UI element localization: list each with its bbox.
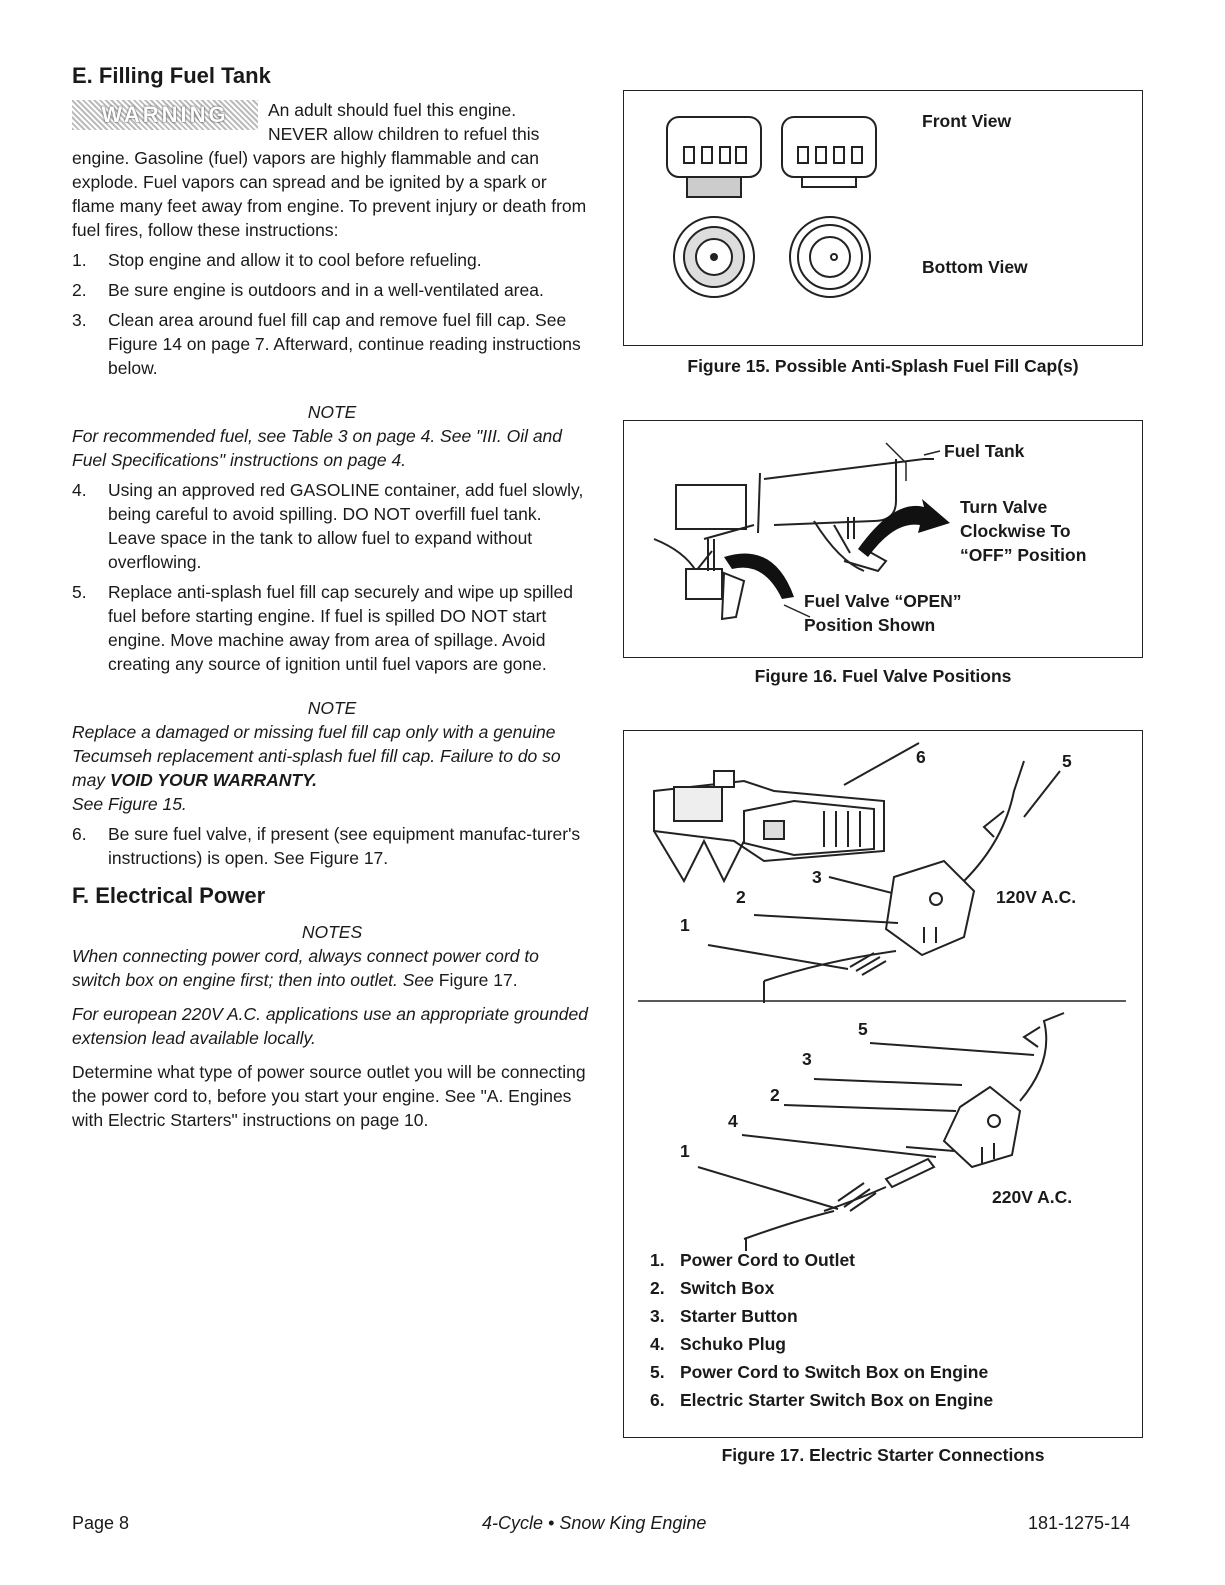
warning-block bbox=[72, 98, 592, 146]
turn-valve-line-2: Clockwise To bbox=[960, 521, 1071, 541]
legend-item bbox=[650, 1274, 993, 1302]
notes-title: NOTES bbox=[301, 922, 363, 942]
figure-15-caption: Figure 15. Possible Anti-Splash Fuel Fill Cap(s) bbox=[687, 356, 1079, 376]
voltage-220-label: 220V A.C. bbox=[992, 1187, 1073, 1207]
step-6 bbox=[72, 822, 592, 870]
fuel-tank-label: Fuel Tank bbox=[944, 441, 1025, 461]
figure-17-caption: Figure 17. Electric Starter Connections bbox=[721, 1445, 1045, 1465]
footer-title: 4-Cycle • Snow King Engine bbox=[482, 1513, 707, 1533]
note-1-text: For recommended fuel, see Table 3 on page 4. See "III. Oil and Fuel Specifications" instructions on page 4. bbox=[72, 426, 563, 470]
legend-number: 6. bbox=[650, 1390, 665, 1410]
figure-15-box bbox=[623, 90, 1143, 346]
warning-badge: WARNING bbox=[72, 100, 258, 130]
note-figure-ref: Figure 17. bbox=[438, 970, 518, 990]
left-column bbox=[72, 62, 592, 1132]
step-2 bbox=[72, 278, 592, 302]
warning-text: engine. Gasoline (fuel) vapors are highly flammable and can explode. Fuel vapors can spread and be ignited by a spark or flame many feet away from engine. To prevent injury or death from fuel fires, follow these instructions: bbox=[72, 148, 587, 240]
step-5 bbox=[72, 580, 592, 676]
bottom-view-label: Bottom View bbox=[922, 257, 1028, 277]
legend-item bbox=[650, 1302, 993, 1330]
legend-item bbox=[650, 1330, 993, 1358]
note-2-body: Replace a damaged or missing fuel fill cap only with a genuine Tecumseh replacement anti-splash fuel fill cap. Failure to do so may bbox=[72, 722, 561, 790]
valve-open-line-1: Fuel Valve “OPEN” bbox=[804, 591, 962, 611]
step-number: 5. bbox=[72, 582, 87, 602]
callout-5-top: 5 bbox=[1062, 751, 1072, 771]
section-f-heading: F. Electrical Power bbox=[72, 883, 266, 908]
legend-item bbox=[650, 1358, 993, 1386]
legend-number: 3. bbox=[650, 1306, 665, 1326]
step-text: Be sure fuel valve, if present (see equipment manufac-turer's instructions) is open. See Figure 17. bbox=[108, 824, 581, 868]
legend-text: Electric Starter Switch Box on Engine bbox=[680, 1390, 994, 1410]
callout-5-bottom: 5 bbox=[858, 1019, 868, 1039]
note-2-text bbox=[72, 720, 592, 816]
step-text: Clean area around fuel fill cap and remove fuel fill cap. See Figure 14 on page 7. Afterward, continue reading instructions below. bbox=[108, 310, 581, 378]
figure-16-caption: Figure 16. Fuel Valve Positions bbox=[754, 666, 1012, 686]
step-number: 6. bbox=[72, 824, 87, 844]
step-text: Using an approved red GASOLINE container, add fuel slowly, being careful to avoid spilling. DO NOT overfill fuel tank. Leave space in the tank to allow fuel to expand without overflowing. bbox=[108, 480, 584, 572]
step-number: 4. bbox=[72, 480, 87, 500]
legend-number: 4. bbox=[650, 1334, 665, 1354]
step-text: Replace anti-splash fuel fill cap securely and wipe up spilled fuel before starting engine. If fuel is spilled DO NOT start engine. Move machine away from area of spillage. Avoid creating any source of ignition until fuel vapors are gone. bbox=[108, 582, 573, 674]
legend-number: 1. bbox=[650, 1250, 665, 1270]
step-number: 1. bbox=[72, 250, 87, 270]
legend-text: Power Cord to Outlet bbox=[680, 1250, 855, 1270]
front-view-label: Front View bbox=[922, 111, 1012, 131]
valve-open-label bbox=[804, 589, 962, 637]
voltage-120-label: 120V A.C. bbox=[996, 887, 1077, 907]
legend-item bbox=[650, 1386, 993, 1414]
valve-open-line-2: Position Shown bbox=[804, 615, 936, 635]
legend-text: Power Cord to Switch Box on Engine bbox=[680, 1362, 989, 1382]
step-1 bbox=[72, 248, 592, 272]
legend-item bbox=[650, 1246, 993, 1274]
document-number: 181-1275-14 bbox=[1028, 1513, 1131, 1533]
step-text: Be sure engine is outdoors and in a well-ventilated area. bbox=[108, 280, 544, 300]
note-1-title: NOTE bbox=[307, 402, 357, 422]
note-european: For european 220V A.C. applications use an appropriate grounded extension lead available locally. bbox=[72, 1004, 588, 1048]
turn-valve-line-3: “OFF” Position bbox=[960, 545, 1087, 565]
callout-3-bottom: 3 bbox=[802, 1049, 812, 1069]
callout-2-top: 2 bbox=[736, 887, 746, 907]
note-2-warranty: VOID YOUR WARRANTY. bbox=[109, 770, 318, 790]
turn-valve-line-1: Turn Valve bbox=[960, 497, 1048, 517]
note-power-cord bbox=[72, 944, 592, 992]
step-4 bbox=[72, 478, 592, 574]
note-2-see: See Figure 15. bbox=[72, 794, 187, 814]
step-text: Stop engine and allow it to cool before refueling. bbox=[108, 250, 482, 270]
callout-2-bottom: 2 bbox=[770, 1085, 780, 1105]
figure-17-legend bbox=[650, 1246, 993, 1414]
turn-valve-label bbox=[960, 495, 1086, 567]
fuel-cap-illustration bbox=[624, 91, 1142, 345]
callout-1-bottom: 1 bbox=[680, 1141, 690, 1161]
callout-4-bottom: 4 bbox=[728, 1111, 738, 1131]
callout-6-top: 6 bbox=[916, 747, 926, 767]
figure-16-box bbox=[623, 420, 1143, 658]
page-number: Page 8 bbox=[72, 1513, 130, 1533]
legend-text: Schuko Plug bbox=[680, 1334, 786, 1354]
step-3 bbox=[72, 308, 592, 380]
note-power-cord-text: When connecting power cord, always connect power cord to switch box on engine first; then into outlet. See bbox=[72, 946, 539, 990]
legend-number: 5. bbox=[650, 1362, 665, 1382]
callout-1-top: 1 bbox=[680, 915, 690, 935]
legend-text: Starter Button bbox=[680, 1306, 798, 1326]
note-2-title: NOTE bbox=[307, 698, 357, 718]
step-number: 3. bbox=[72, 310, 87, 330]
warning-line-2: NEVER allow children to refuel this bbox=[268, 124, 540, 144]
step-number: 2. bbox=[72, 280, 87, 300]
legend-number: 2. bbox=[650, 1278, 665, 1298]
section-e-heading: E. Filling Fuel Tank bbox=[72, 63, 271, 88]
warning-line-1: An adult should fuel this engine. bbox=[268, 100, 517, 120]
callout-3-top: 3 bbox=[812, 867, 822, 887]
power-source-text: Determine what type of power source outlet you will be connecting the power cord to, before you start your engine. See "A. Engines with Electric Starters" instructions on page 10. bbox=[72, 1062, 586, 1130]
legend-text: Switch Box bbox=[680, 1278, 775, 1298]
